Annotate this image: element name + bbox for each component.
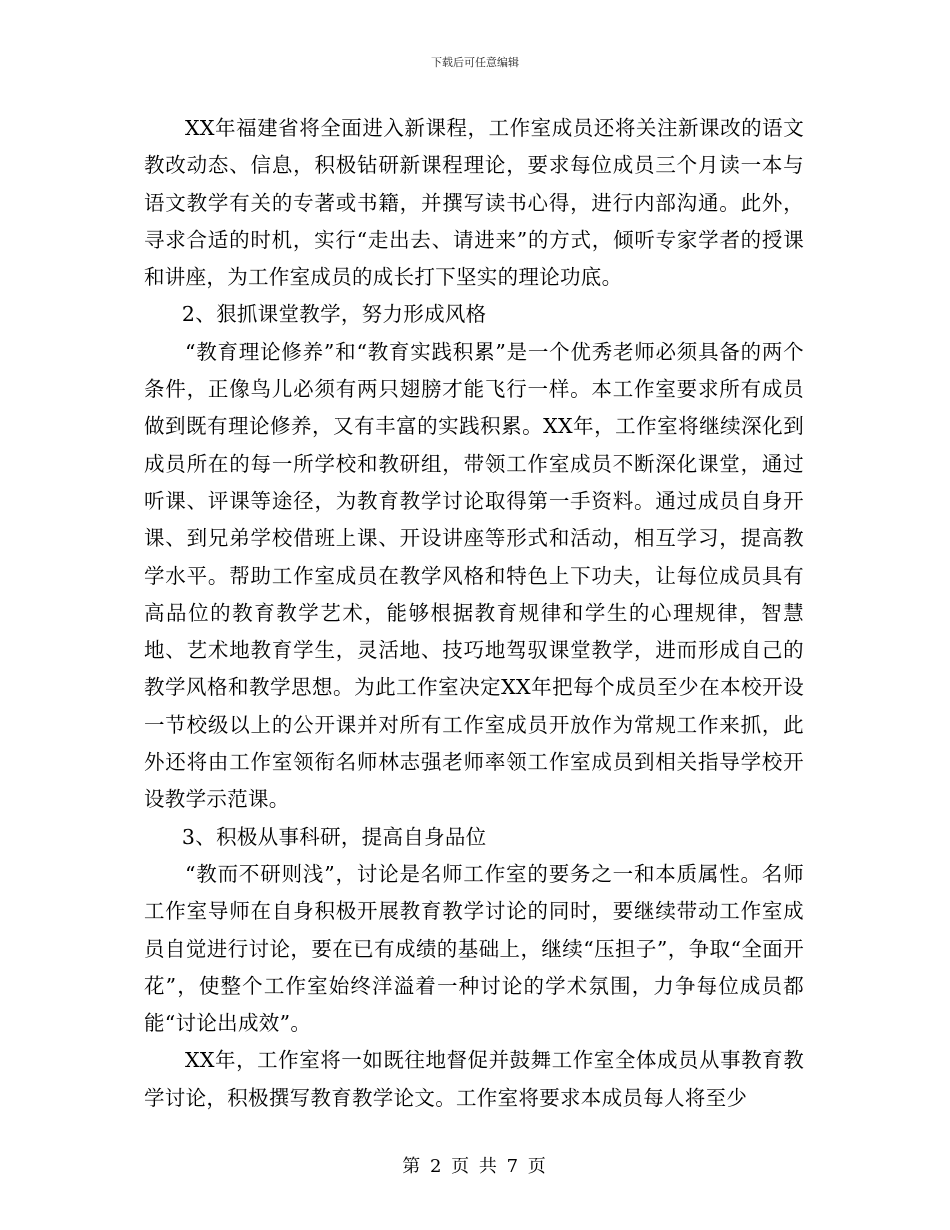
page-number-footer: 第 2 页 共 7 页 — [402, 1156, 548, 1177]
paragraph-new-curriculum: XX年福建省将全面进入新课程，工作室成员还将关注新课改的语文教改动态、信息，积极钻研新课程理论，要求每位成员三个月读一本与语文教学有关的专著或书籍，并撰写读书心得，进行内部沟通。此外，寻求合适的时机，实行“走出去、请进来”的方式，倾听专家学者的授课和讲座，为工作室成员的成长打下坚实的理论功底。 — [144, 116, 804, 290]
paragraph-papers: XX年，工作室将一如既往地督促并鼓舞工作室全体成员从事教育教学讨论，积极撰写教育教学论文。工作室将要求本成员每人将至少 — [144, 1048, 804, 1110]
page-header: 下载后可任意编辑 — [431, 56, 519, 69]
paragraph-research: “教而不研则浅”，讨论是名师工作室的要务之一和本质属性。名师工作室导师在自身积极开展教育教学讨论的同时，要继续带动工作室成员自觉进行讨论，要在已有成绩的基础上，继续“压担子”，争取“全面开花”，使整个工作室始终洋溢着一种讨论的学术氛围，力争每位成员都能“讨论出成效”。 — [144, 861, 804, 1036]
document-body — [144, 110, 804, 1117]
paragraph-theory-practice: “教育理论修养”和“教育实践积累”是一个优秀老师必须具备的两个条件，正像鸟儿必须有两只翅膀才能飞行一样。本工作室要求所有成员做到既有理论修养，又有丰富的实践积累。XX年，工作室将继续深化到成员所在的每一所学校和教研组，带领工作室成员不断深化课堂，通过听课、评课等途径，为教育教学讨论取得第一手资料。通过成员自身开课、到兄弟学校借班上课、开设讲座等形式和活动，相互学习，提高教学水平。帮助工作室成员在教学风格和特色上下功夫，让每位成员具有高品位的教育教学艺术，能够根据教育规律和学生的心理规律，智慧地、艺术地教育学生，灵活地、技巧地驾驭课堂教学，进而形成自己的教学风格和教学思想。为此工作室决定XX年把每个成员至少在本校开设一节校级以上的公开课并对所有工作室成员开放作为常规工作来抓，此外还将由工作室领衔名师林志强老师率领工作室成员到相关指导学校开设教学示范课。 — [144, 339, 804, 812]
section-heading-classroom-teaching: 2、狠抓课堂教学，努力形成风格 — [181, 302, 487, 327]
section-heading-research: 3、积极从事科研，提高自身品位 — [181, 824, 487, 849]
